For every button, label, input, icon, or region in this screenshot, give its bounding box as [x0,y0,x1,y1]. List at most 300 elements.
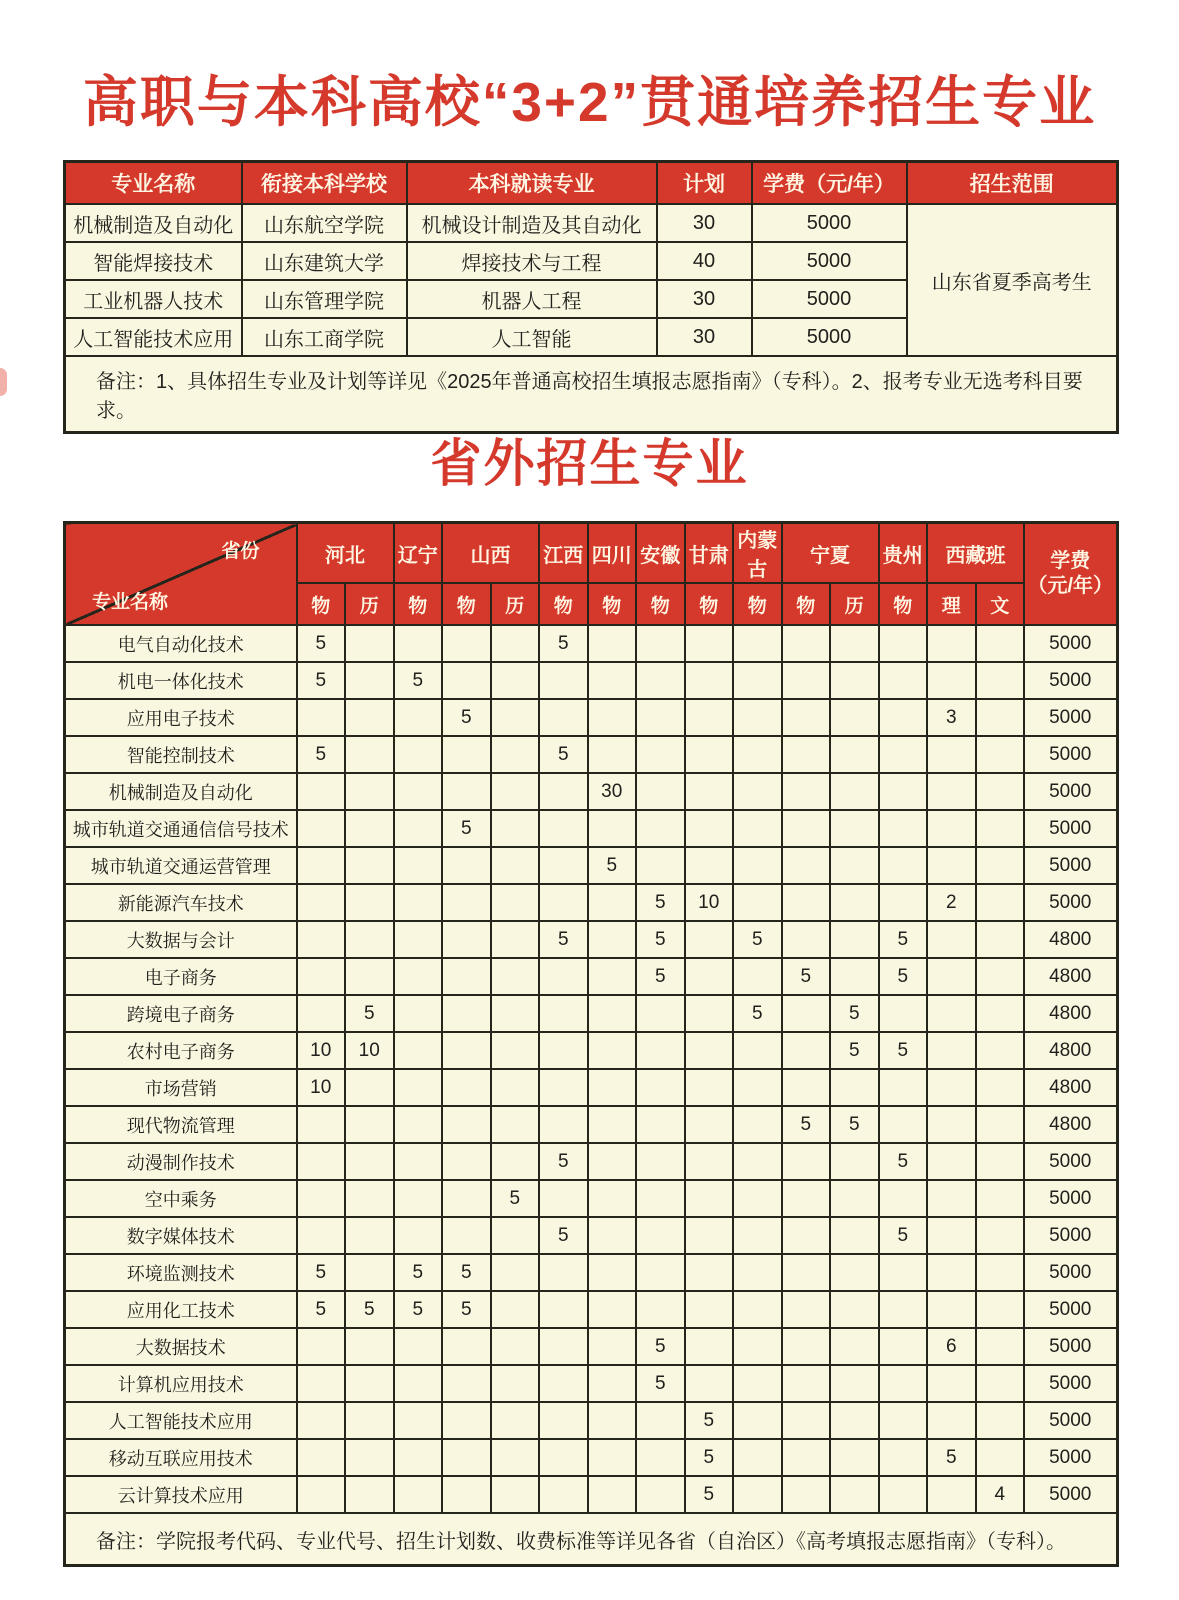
plan-value-cell-西藏班文 [976,1217,1025,1254]
plan-value-cell-江西物 [539,1402,588,1439]
table-row [65,1032,1118,1069]
table-row [65,1476,1118,1513]
plan-value-cell-四川物 [588,1032,637,1069]
table-row [65,736,1118,773]
joint-training-note-row [65,356,1118,433]
province-header-row [65,523,1118,584]
plan-value-cell-辽宁物 [394,1106,443,1143]
plan-value-cell-西藏班理 [927,1476,976,1513]
plan-value-cell-宁夏历 [830,1217,879,1254]
undergrad-major-cell: 机械设计制造及其自动化 [407,204,657,242]
plan-value-cell-安徽物 [636,810,685,847]
plan-value-cell-山西历 [491,958,540,995]
subject-header-3-0: 物 [539,583,588,625]
plan-value-cell-安徽物: 5 [636,884,685,921]
plan-value-cell-山西历 [491,847,540,884]
plan-value-cell-内蒙古物 [733,1402,782,1439]
plan-value-cell-西藏班理: 6 [927,1328,976,1365]
plan-value-cell-四川物: 30 [588,773,637,810]
plan-value-cell-江西物 [539,1365,588,1402]
plan-value-cell-宁夏历 [830,1328,879,1365]
plan-value-cell-宁夏物 [782,699,831,736]
plan-value-cell-宁夏物 [782,1143,831,1180]
plan-value-cell-河北物 [297,1402,346,1439]
plan-value-cell-西藏班文 [976,847,1025,884]
plan-value-cell-山西历 [491,884,540,921]
plan-value-cell-西藏班理 [927,1291,976,1328]
table-row [65,204,1118,242]
plan-value-cell-宁夏物 [782,1328,831,1365]
plan-value-cell-西藏班文 [976,884,1025,921]
plan-value-cell-山西历 [491,1365,540,1402]
plan-value-cell-江西物: 5 [539,921,588,958]
plan-value-cell-安徽物 [636,736,685,773]
subject-header-2-0: 物 [442,583,491,625]
plan-value-cell-宁夏物: 5 [782,1106,831,1143]
plan-value-cell-安徽物 [636,1143,685,1180]
plan-value-cell-贵州物 [879,1365,928,1402]
plan-value-cell-江西物 [539,995,588,1032]
plan-value-cell-江西物 [539,1069,588,1106]
plan-value-cell-河北物: 5 [297,1254,346,1291]
table-row [65,625,1118,662]
plan-value-cell-河北历 [345,699,394,736]
plan-value-cell-贵州物 [879,1291,928,1328]
plan-value-cell-贵州物 [879,995,928,1032]
plan-value-cell-贵州物 [879,736,928,773]
plan-value-cell-内蒙古物 [733,1365,782,1402]
plan-value-cell-辽宁物 [394,1439,443,1476]
plan-value-cell-宁夏历 [830,1143,879,1180]
plan-value-cell-西藏班理 [927,810,976,847]
joint-training-header-row [65,162,1118,205]
table-row [65,1143,1118,1180]
plan-value-cell-宁夏历 [830,884,879,921]
plan-value-cell-山西物 [442,1106,491,1143]
plan-value-cell-宁夏物: 5 [782,958,831,995]
subject-header-10-1: 文 [976,583,1025,625]
plan-value-cell-西藏班文 [976,1365,1025,1402]
tuition-cell: 4800 [1024,1032,1117,1069]
major-cell: 云计算技术应用 [65,1476,297,1513]
major-cell: 智能控制技术 [65,736,297,773]
plan-value-cell-山西历 [491,699,540,736]
plan-value-cell-甘肃物 [685,921,734,958]
plan-value-cell-贵州物 [879,847,928,884]
plan-value-cell-贵州物 [879,1069,928,1106]
plan-value-cell-贵州物 [879,773,928,810]
corner-province-label: 省份 [221,541,260,562]
plan-value-cell-贵州物 [879,1476,928,1513]
table-row [65,1291,1118,1328]
plan-value-cell-西藏班文 [976,995,1025,1032]
plan-value-cell-安徽物: 5 [636,921,685,958]
tuition-cell: 5000 [1024,736,1117,773]
column-header-0: 专业名称 [65,162,242,205]
plan-value-cell-贵州物 [879,1180,928,1217]
plan-value-cell-西藏班理 [927,847,976,884]
table-row [65,1217,1118,1254]
major-cell: 机械制造及自动化 [65,204,242,242]
table-row [65,662,1118,699]
table-row [65,1402,1118,1439]
tuition-cell: 5000 [752,280,907,318]
table-row [65,1180,1118,1217]
plan-value-cell-安徽物 [636,699,685,736]
plan-value-cell-河北历: 5 [345,995,394,1032]
plan-value-cell-宁夏历: 5 [830,1032,879,1069]
plan-value-cell-山西物 [442,662,491,699]
plan-value-cell-四川物 [588,699,637,736]
plan-value-cell-西藏班文 [976,1291,1025,1328]
plan-value-cell-四川物 [588,958,637,995]
subject-header-2-1: 历 [491,583,540,625]
major-cell: 空中乘务 [65,1180,297,1217]
plan-value-cell-山西历 [491,1402,540,1439]
subject-header-9-0: 物 [879,583,928,625]
plan-value-cell-西藏班理 [927,1032,976,1069]
plan-value-cell-辽宁物 [394,1180,443,1217]
major-cell: 大数据与会计 [65,921,297,958]
plan-value-cell-甘肃物: 10 [685,884,734,921]
subject-header-6-0: 物 [685,583,734,625]
plan-value-cell-辽宁物 [394,995,443,1032]
plan-value-cell-辽宁物 [394,847,443,884]
plan-value-cell-山西历 [491,995,540,1032]
plan-value-cell-宁夏历 [830,773,879,810]
plan-value-cell-辽宁物 [394,1032,443,1069]
plan-value-cell-宁夏历 [830,1254,879,1291]
plan-value-cell-西藏班理 [927,921,976,958]
out-of-province-table [63,521,1119,1567]
plan-value-cell-内蒙古物 [733,1069,782,1106]
major-cell: 应用化工技术 [65,1291,297,1328]
major-cell: 工业机器人技术 [65,280,242,318]
plan-value-cell-西藏班理 [927,1106,976,1143]
plan-value-cell-江西物 [539,847,588,884]
plan-value-cell-宁夏历 [830,921,879,958]
plan-value-cell-山西物 [442,1402,491,1439]
plan-value-cell-宁夏物 [782,1254,831,1291]
college-cell: 山东建筑大学 [242,242,407,280]
plan-value-cell-西藏班文 [976,625,1025,662]
plan-value-cell-河北物 [297,1439,346,1476]
plan-value-cell-西藏班文 [976,1143,1025,1180]
plan-value-cell-山西历 [491,1032,540,1069]
plan-value-cell-甘肃物 [685,625,734,662]
plan-value-cell-西藏班理: 5 [927,1439,976,1476]
plan-value-cell-内蒙古物 [733,1439,782,1476]
plan-value-cell-内蒙古物: 5 [733,921,782,958]
plan-value-cell-江西物: 5 [539,736,588,773]
plan-value-cell-河北物 [297,884,346,921]
plan-value-cell-内蒙古物 [733,1106,782,1143]
joint-training-table [63,160,1119,434]
plan-value-cell-甘肃物 [685,1328,734,1365]
plan-value-cell-河北物: 5 [297,625,346,662]
major-cell: 城市轨道交通通信信号技术 [65,810,297,847]
province-header-8: 宁夏 [782,523,879,584]
tuition-cell: 5000 [1024,1476,1117,1513]
plan-value-cell-河北物 [297,1476,346,1513]
section1-title: 高职与本科高校“3+2”贯通培养招生专业 [82,71,1097,133]
plan-value-cell-山西物 [442,1217,491,1254]
tuition-cell: 5000 [1024,1180,1117,1217]
plan-value-cell-贵州物 [879,1402,928,1439]
tuition-cell: 5000 [1024,1143,1117,1180]
subject-header-7-0: 物 [733,583,782,625]
plan-value-cell-山西历 [491,1069,540,1106]
plan-value-cell-江西物 [539,810,588,847]
plan-value-cell-宁夏历 [830,1476,879,1513]
plan-value-cell-山西物 [442,1069,491,1106]
plan-value-cell-江西物 [539,884,588,921]
plan-value-cell-山西历: 5 [491,1180,540,1217]
plan-value-cell-甘肃物 [685,847,734,884]
plan-value-cell-宁夏物 [782,847,831,884]
plan-value-cell-宁夏历 [830,958,879,995]
plan-value-cell-宁夏历 [830,699,879,736]
plan-value-cell-山西历 [491,1217,540,1254]
plan-value-cell-山西历 [491,1106,540,1143]
plan-value-cell-安徽物 [636,662,685,699]
province-header-3: 江西 [539,523,588,584]
plan-value-cell-内蒙古物 [733,847,782,884]
plan-value-cell-四川物 [588,1106,637,1143]
plan-value-cell-河北物 [297,1328,346,1365]
plan-value-cell-山西物 [442,1143,491,1180]
plan-value-cell-西藏班理 [927,1254,976,1291]
plan-value-cell-河北历 [345,810,394,847]
plan-value-cell-甘肃物 [685,773,734,810]
plan-value-cell-山西物 [442,1328,491,1365]
plan-value-cell-贵州物 [879,1439,928,1476]
plan-value-cell-河北历 [345,1217,394,1254]
plan-value-cell-辽宁物 [394,1217,443,1254]
major-cell: 新能源汽车技术 [65,884,297,921]
plan-value-cell-山西物 [442,921,491,958]
province-header-9: 贵州 [879,523,928,584]
plan-cell: 40 [657,242,752,280]
major-cell: 计算机应用技术 [65,1365,297,1402]
plan-value-cell-宁夏物 [782,736,831,773]
plan-value-cell-安徽物: 5 [636,1328,685,1365]
plan-value-cell-宁夏历: 5 [830,995,879,1032]
tuition-cell: 5000 [1024,847,1117,884]
plan-value-cell-安徽物 [636,1069,685,1106]
plan-value-cell-四川物 [588,1143,637,1180]
out-of-province-note-row [65,1513,1118,1566]
plan-value-cell-西藏班文 [976,1402,1025,1439]
plan-value-cell-甘肃物: 5 [685,1402,734,1439]
plan-value-cell-贵州物: 5 [879,1143,928,1180]
plan-value-cell-河北物: 5 [297,1291,346,1328]
plan-value-cell-西藏班文 [976,1069,1025,1106]
table-row [65,847,1118,884]
tuition-cell: 5000 [1024,662,1117,699]
plan-value-cell-西藏班文 [976,958,1025,995]
plan-value-cell-内蒙古物 [733,1180,782,1217]
plan-value-cell-河北历: 10 [345,1032,394,1069]
plan-value-cell-西藏班文 [976,1439,1025,1476]
plan-value-cell-宁夏历 [830,625,879,662]
plan-value-cell-西藏班文 [976,1032,1025,1069]
plan-value-cell-贵州物: 5 [879,921,928,958]
plan-value-cell-贵州物 [879,662,928,699]
plan-value-cell-内蒙古物 [733,699,782,736]
tuition-cell: 5000 [1024,699,1117,736]
plan-value-cell-安徽物 [636,625,685,662]
plan-value-cell-山西历 [491,773,540,810]
tuition-cell: 5000 [1024,810,1117,847]
plan-value-cell-宁夏物 [782,810,831,847]
plan-value-cell-江西物 [539,1439,588,1476]
plan-value-cell-宁夏历 [830,810,879,847]
plan-value-cell-河北历 [345,1180,394,1217]
plan-value-cell-内蒙古物 [733,1476,782,1513]
plan-value-cell-西藏班理 [927,1402,976,1439]
plan-value-cell-山西历 [491,662,540,699]
province-header-6: 甘肃 [685,523,734,584]
tuition-cell: 5000 [752,204,907,242]
plan-value-cell-宁夏历 [830,736,879,773]
plan-value-cell-四川物 [588,662,637,699]
plan-value-cell-西藏班文 [976,662,1025,699]
plan-value-cell-内蒙古物 [733,884,782,921]
subject-header-8-1: 历 [830,583,879,625]
plan-value-cell-辽宁物 [394,1365,443,1402]
plan-value-cell-贵州物 [879,1254,928,1291]
plan-value-cell-山西历 [491,1328,540,1365]
undergrad-major-cell: 人工智能 [407,318,657,356]
plan-value-cell-四川物 [588,884,637,921]
plan-value-cell-西藏班文 [976,1106,1025,1143]
major-cell: 电子商务 [65,958,297,995]
plan-value-cell-西藏班文: 4 [976,1476,1025,1513]
plan-value-cell-安徽物 [636,1032,685,1069]
plan-value-cell-贵州物 [879,810,928,847]
major-cell: 动漫制作技术 [65,1143,297,1180]
plan-value-cell-四川物 [588,1328,637,1365]
plan-value-cell-西藏班理 [927,995,976,1032]
college-cell: 山东工商学院 [242,318,407,356]
plan-value-cell-四川物 [588,1365,637,1402]
corner-header-cell [65,523,297,626]
page-edge-mark [0,368,7,396]
out-of-province-note: 备注：学院报考代码、专业代号、招生计划数、收费标准等详见各省（自治区）《高考填报志愿指南》（专科）。 [65,1513,1118,1566]
plan-value-cell-西藏班理: 3 [927,699,976,736]
province-header-2: 山西 [442,523,539,584]
plan-value-cell-辽宁物: 5 [394,1254,443,1291]
plan-value-cell-安徽物 [636,1402,685,1439]
out-of-province-body [65,625,1118,1513]
plan-value-cell-河北物: 10 [297,1069,346,1106]
plan-cell: 30 [657,318,752,356]
joint-training-body [65,204,1118,356]
tuition-cell: 5000 [1024,773,1117,810]
plan-value-cell-山西历 [491,810,540,847]
table-row [65,884,1118,921]
subject-header-0-0: 物 [297,583,346,625]
plan-value-cell-江西物: 5 [539,1143,588,1180]
plan-value-cell-安徽物 [636,1254,685,1291]
plan-value-cell-辽宁物 [394,773,443,810]
plan-value-cell-辽宁物: 5 [394,662,443,699]
plan-value-cell-河北物 [297,1180,346,1217]
plan-value-cell-甘肃物 [685,1365,734,1402]
plan-value-cell-河北历 [345,1143,394,1180]
major-cell: 人工智能技术应用 [65,318,242,356]
plan-value-cell-四川物 [588,625,637,662]
plan-value-cell-河北历 [345,662,394,699]
major-cell: 智能焊接技术 [65,242,242,280]
plan-value-cell-河北历 [345,625,394,662]
plan-value-cell-江西物: 5 [539,625,588,662]
plan-value-cell-河北历 [345,1476,394,1513]
plan-value-cell-安徽物 [636,1291,685,1328]
province-header-7: 内蒙古 [733,523,782,584]
plan-value-cell-宁夏历 [830,847,879,884]
plan-value-cell-安徽物 [636,1180,685,1217]
plan-value-cell-河北历: 5 [345,1291,394,1328]
plan-value-cell-河北物: 10 [297,1032,346,1069]
plan-value-cell-江西物 [539,958,588,995]
plan-value-cell-江西物: 5 [539,1217,588,1254]
table-row [65,1365,1118,1402]
plan-value-cell-宁夏历 [830,1180,879,1217]
plan-value-cell-西藏班文 [976,1328,1025,1365]
plan-value-cell-贵州物: 5 [879,958,928,995]
plan-value-cell-宁夏物 [782,662,831,699]
plan-value-cell-安徽物 [636,773,685,810]
tuition-cell: 5000 [752,318,907,356]
plan-value-cell-江西物 [539,1032,588,1069]
plan-value-cell-安徽物 [636,847,685,884]
plan-value-cell-山西物 [442,736,491,773]
plan-value-cell-安徽物 [636,1476,685,1513]
plan-value-cell-安徽物 [636,1217,685,1254]
college-cell: 山东航空学院 [242,204,407,242]
major-cell: 环境监测技术 [65,1254,297,1291]
plan-value-cell-西藏班理 [927,773,976,810]
plan-value-cell-山西物 [442,1032,491,1069]
plan-value-cell-宁夏历 [830,1069,879,1106]
plan-value-cell-宁夏历 [830,1291,879,1328]
province-header-5: 安徽 [636,523,685,584]
plan-value-cell-宁夏物 [782,1032,831,1069]
plan-value-cell-四川物 [588,1439,637,1476]
table-row [65,921,1118,958]
province-header-1: 辽宁 [394,523,443,584]
plan-value-cell-辽宁物 [394,921,443,958]
plan-value-cell-江西物 [539,773,588,810]
college-cell: 山东管理学院 [242,280,407,318]
plan-value-cell-贵州物 [879,699,928,736]
column-header-3: 计划 [657,162,752,205]
plan-value-cell-四川物 [588,1069,637,1106]
plan-value-cell-山西物 [442,625,491,662]
tuition-cell: 4800 [1024,921,1117,958]
plan-value-cell-河北历 [345,1365,394,1402]
table-row [65,1328,1118,1365]
major-cell: 机械制造及自动化 [65,773,297,810]
plan-value-cell-河北物 [297,773,346,810]
tuition-cell: 5000 [1024,884,1117,921]
plan-value-cell-甘肃物 [685,1254,734,1291]
tuition-cell: 5000 [1024,1402,1117,1439]
plan-value-cell-山西物 [442,1439,491,1476]
plan-value-cell-河北物 [297,995,346,1032]
